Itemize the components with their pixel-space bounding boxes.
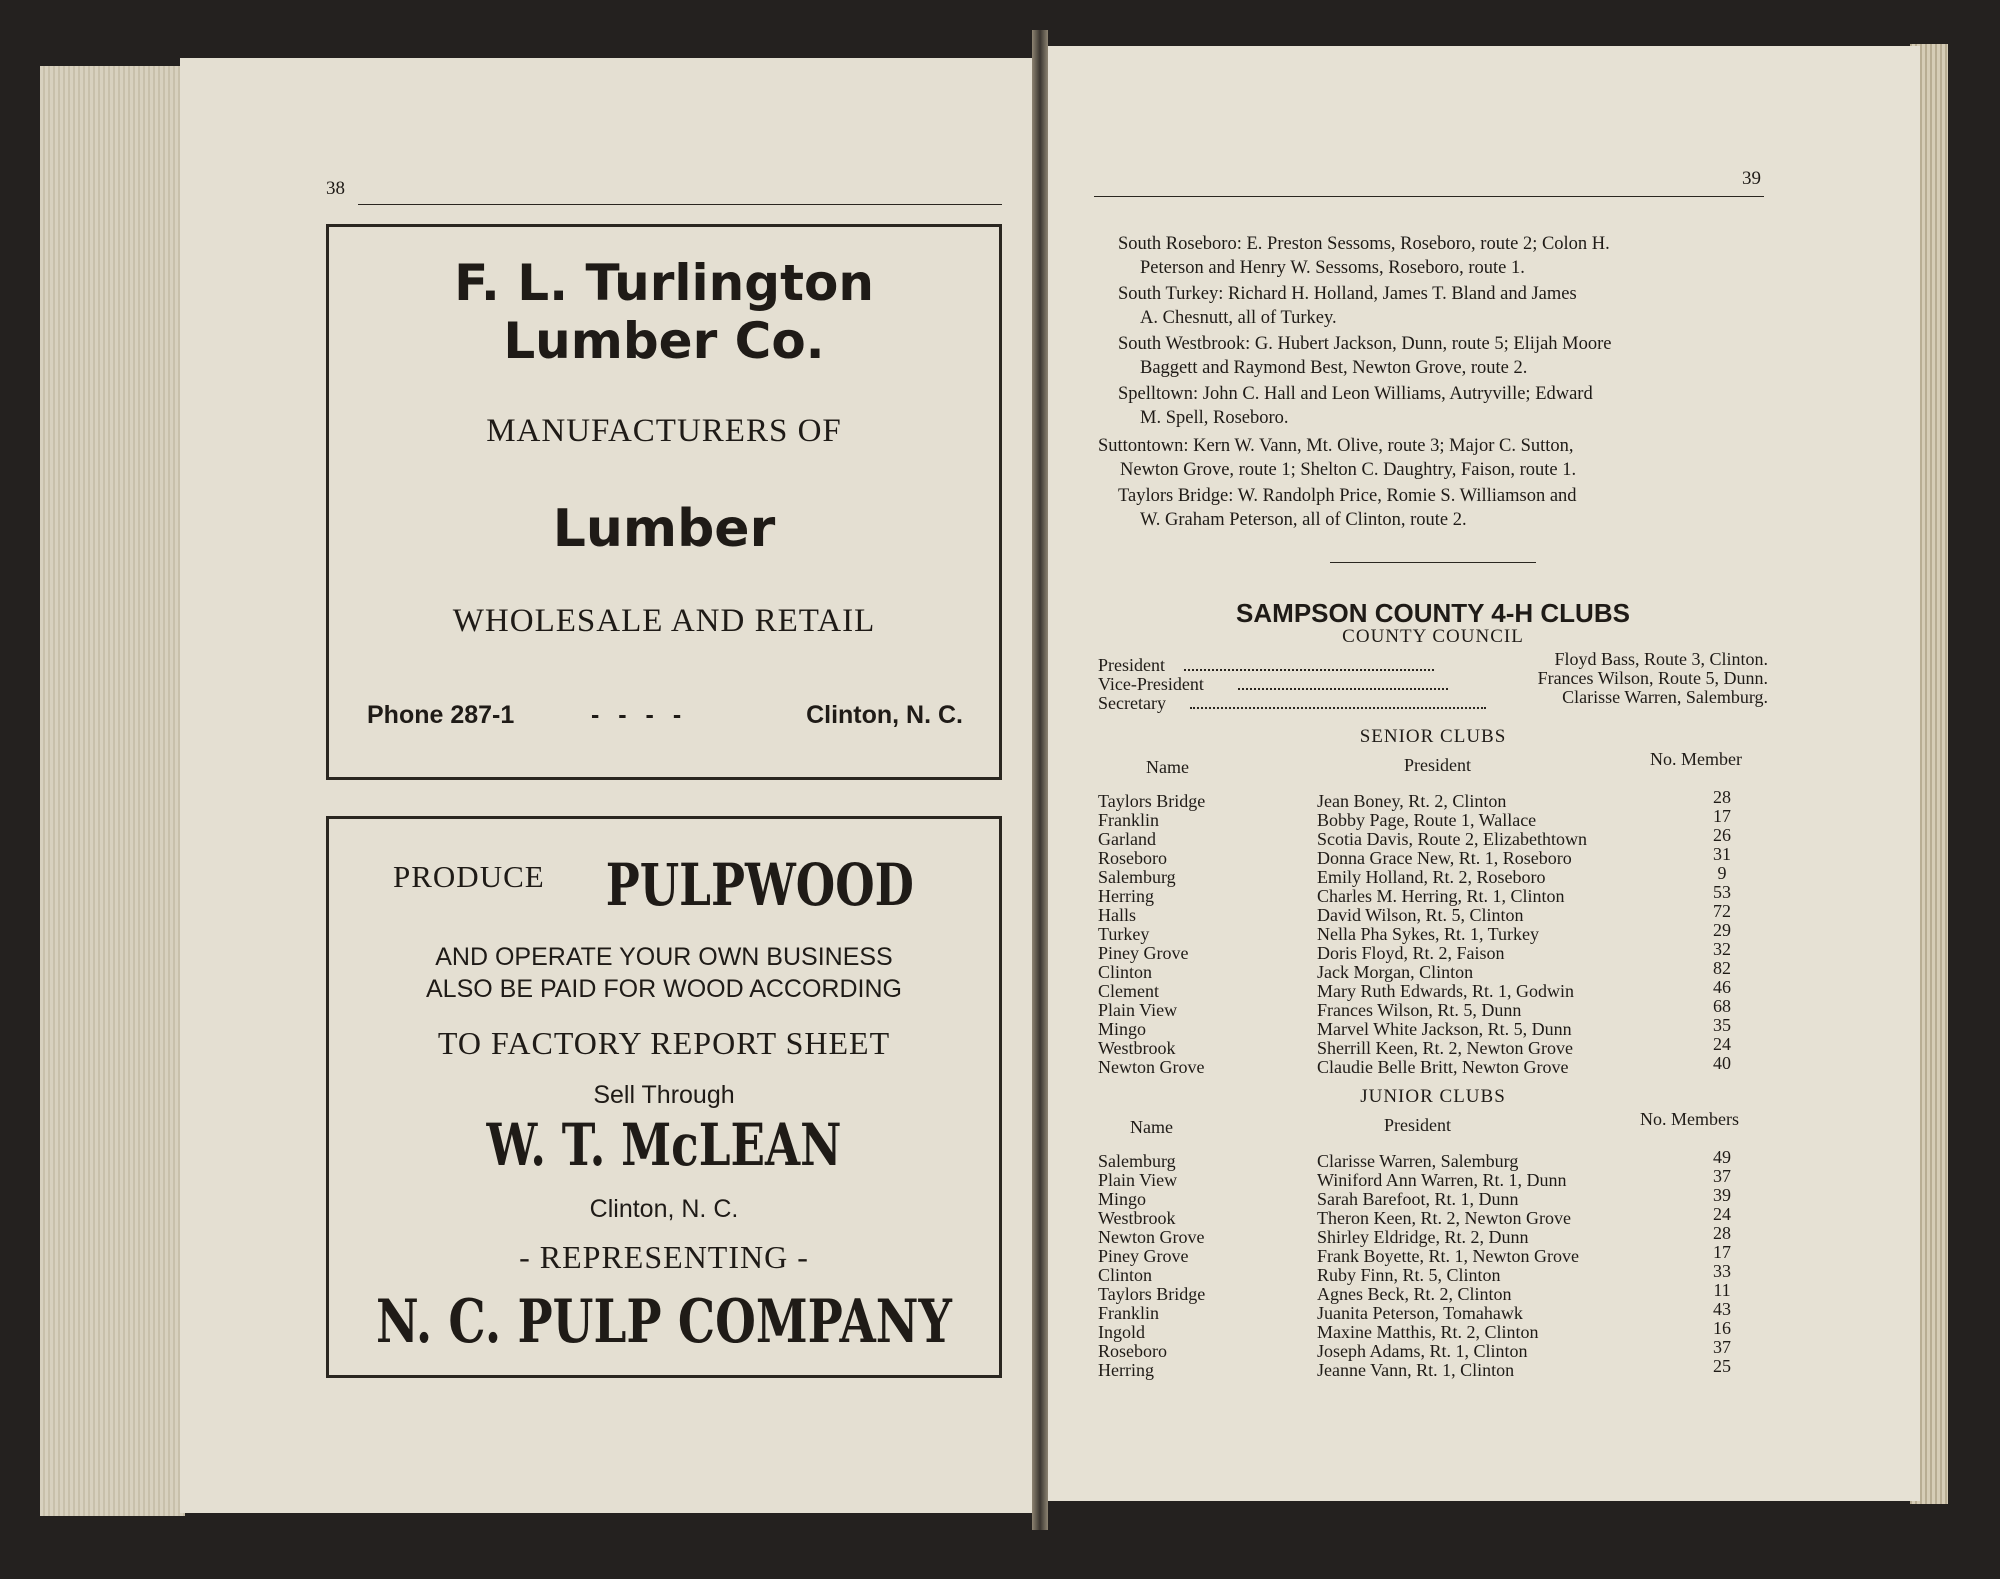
club-name: Ingold <box>1098 1322 1145 1342</box>
club-name: Franklin <box>1098 810 1159 830</box>
page-number: 38 <box>326 178 345 199</box>
club-president: Scotia Davis, Route 2, Elizabethtown <box>1317 829 1587 849</box>
club-name: Roseboro <box>1098 848 1167 868</box>
club-members: 24 <box>1713 1034 1731 1054</box>
club-members: 39 <box>1713 1185 1731 1205</box>
senior-clubs-table <box>1098 749 1778 1094</box>
club-name: Garland <box>1098 829 1156 849</box>
column-header-president: President <box>1404 755 1471 775</box>
council-member-name: Clarisse Warren, Salemburg. <box>1562 687 1768 707</box>
left-page <box>180 58 1035 1513</box>
left-page-edges <box>40 66 185 1516</box>
company-name-line1: F. L. Turlington <box>454 254 874 312</box>
club-president: Donna Grace New, Rt. 1, Roseboro <box>1317 848 1572 868</box>
council-title: COUNTY COUNCIL <box>1342 626 1524 647</box>
representing: - REPRESENTING - <box>519 1239 809 1275</box>
district-entry <box>1098 434 1766 482</box>
club-name: Mingo <box>1098 1019 1147 1039</box>
club-president: Emily Holland, Rt. 2, Roseboro <box>1317 867 1546 887</box>
club-members: 53 <box>1713 882 1731 902</box>
column-header-members: No. Members <box>1640 1109 1739 1129</box>
club-members: 11 <box>1713 1280 1731 1300</box>
club-president: Sarah Barefoot, Rt. 1, Dunn <box>1317 1189 1519 1209</box>
entry-continuation: Newton Grove, route 1; Shelton C. Daughtry, Faison, route 1. <box>1120 460 1577 480</box>
club-members: 35 <box>1713 1015 1731 1035</box>
council-office: President <box>1098 655 1165 675</box>
section-divider <box>1330 562 1536 563</box>
pulpwood-heading: PULPWOOD <box>605 851 914 919</box>
district-entry <box>1118 332 1766 380</box>
club-president: Frank Boyette, Rt. 1, Newton Grove <box>1317 1246 1579 1266</box>
pulpwood-ad <box>326 816 1002 1378</box>
club-name: Taylors Bridge <box>1098 1284 1206 1304</box>
club-president: Juanita Peterson, Tomahawk <box>1317 1303 1523 1323</box>
district-entry <box>1118 484 1766 532</box>
club-members: 43 <box>1713 1299 1731 1319</box>
club-president: Jeanne Vann, Rt. 1, Clinton <box>1317 1360 1515 1380</box>
column-header-name: Name <box>1146 757 1189 777</box>
club-president: Winiford Ann Warren, Rt. 1, Dunn <box>1317 1170 1567 1190</box>
district-entry <box>1118 232 1766 280</box>
city: Clinton, N. C. <box>806 701 963 729</box>
entry-first-line: South Roseboro: E. Preston Sessoms, Roseboro, route 2; Colon H. <box>1118 234 1610 254</box>
ad-tagline: MANUFACTURERS OF <box>486 413 842 449</box>
club-name: Roseboro <box>1098 1341 1167 1361</box>
club-name: Piney Grove <box>1098 943 1189 963</box>
club-members: 31 <box>1713 844 1731 864</box>
club-president: Clarisse Warren, Salemburg <box>1317 1151 1519 1171</box>
club-members: 82 <box>1713 958 1731 978</box>
club-members: 46 <box>1713 977 1731 997</box>
council-office: Vice-President <box>1098 674 1204 694</box>
phone-number: Phone 287-1 <box>367 701 515 729</box>
company-name-line2: Lumber Co. <box>503 312 825 370</box>
entry-first-line: South Turkey: Richard H. Holland, James T. Bland and James <box>1118 284 1577 304</box>
ad-line-2: ALSO BE PAID FOR WOOD ACCORDING <box>426 975 902 1003</box>
turlington-lumber-ad <box>326 224 1002 780</box>
product-name: Lumber <box>552 499 776 559</box>
club-name: Piney Grove <box>1098 1246 1189 1266</box>
club-name: Newton Grove <box>1098 1057 1205 1077</box>
entry-first-line: Suttontown: Kern W. Vann, Mt. Olive, route 3; Major C. Sutton, <box>1098 436 1574 456</box>
council-leader <box>1238 675 1448 694</box>
council-office: Secretary <box>1098 693 1166 713</box>
club-members: 49 <box>1713 1147 1731 1167</box>
book-gutter <box>1032 30 1048 1530</box>
trade-type: WHOLESALE AND RETAIL <box>452 603 876 639</box>
club-members: 24 <box>1713 1204 1731 1224</box>
section-title: SAMPSON COUNTY 4-H CLUBS <box>1236 598 1630 628</box>
club-name: Herring <box>1098 886 1154 906</box>
county-council-list <box>1098 649 1768 728</box>
club-members: 17 <box>1713 1242 1731 1262</box>
council-member-name: Floyd Bass, Route 3, Clinton. <box>1554 649 1768 669</box>
club-name: Franklin <box>1098 1303 1159 1323</box>
club-members: 72 <box>1713 901 1731 921</box>
club-president: Mary Ruth Edwards, Rt. 1, Godwin <box>1317 981 1574 1001</box>
entry-first-line: Spelltown: John C. Hall and Leon Williams, Autryville; Edward <box>1118 384 1593 404</box>
entry-continuation: Baggett and Raymond Best, Newton Grove, route 2. <box>1140 358 1528 378</box>
district-entry <box>1118 282 1766 330</box>
council-leader <box>1190 694 1486 713</box>
entry-continuation: M. Spell, Roseboro. <box>1140 408 1289 428</box>
club-members: 29 <box>1713 920 1731 940</box>
entry-first-line: Taylors Bridge: W. Randolph Price, Romie S. Williamson and <box>1118 486 1577 506</box>
header-rule <box>358 204 1002 205</box>
column-header-name: Name <box>1130 1117 1173 1137</box>
club-members: 33 <box>1713 1261 1731 1281</box>
club-president: Theron Keen, Rt. 2, Newton Grove <box>1317 1208 1571 1228</box>
club-members: 28 <box>1713 787 1731 807</box>
column-header-members: No. Member <box>1650 749 1742 769</box>
club-members: 25 <box>1713 1356 1731 1376</box>
club-name: Clement <box>1098 981 1159 1001</box>
club-name: Taylors Bridge <box>1098 791 1206 811</box>
council-leader <box>1184 656 1434 675</box>
club-members: 9 <box>1717 863 1727 883</box>
senior-clubs-title: SENIOR CLUBS <box>1359 726 1507 747</box>
club-members: 32 <box>1713 939 1731 959</box>
club-members: 17 <box>1713 806 1731 826</box>
club-name: Westbrook <box>1098 1038 1176 1058</box>
produce-label: PRODUCE <box>393 859 545 894</box>
entry-continuation: Peterson and Henry W. Sessoms, Roseboro, route 1. <box>1140 258 1525 278</box>
club-name: Westbrook <box>1098 1208 1176 1228</box>
junior-clubs-title: JUNIOR CLUBS <box>1360 1086 1506 1107</box>
page-number: 39 <box>1742 168 1761 189</box>
club-name: Herring <box>1098 1360 1154 1380</box>
club-president: Charles M. Herring, Rt. 1, Clinton <box>1317 886 1565 906</box>
club-president: David Wilson, Rt. 5, Clinton <box>1317 905 1524 925</box>
club-members: 26 <box>1713 825 1731 845</box>
sell-through: Sell Through <box>593 1081 735 1109</box>
entry-continuation: A. Chesnutt, all of Turkey. <box>1140 308 1337 328</box>
club-president: Agnes Beck, Rt. 2, Clinton <box>1317 1284 1512 1304</box>
club-name: Clinton <box>1098 962 1153 982</box>
club-president: Maxine Matthis, Rt. 2, Clinton <box>1317 1322 1539 1342</box>
club-name: Plain View <box>1098 1170 1178 1190</box>
agent-city: Clinton, N. C. <box>589 1195 739 1223</box>
pulp-company-name: N. C. PULP COMPANY <box>376 1287 952 1357</box>
club-president: Jean Boney, Rt. 2, Clinton <box>1317 791 1507 811</box>
club-president: Claudie Belle Britt, Newton Grove <box>1317 1057 1569 1077</box>
ad-line-3: TO FACTORY REPORT SHEET <box>437 1025 891 1061</box>
club-members: 37 <box>1713 1337 1731 1357</box>
club-name: Clinton <box>1098 1265 1153 1285</box>
club-president: Doris Floyd, Rt. 2, Faison <box>1317 943 1505 963</box>
agent-name: W. T. McLEAN <box>486 1111 842 1179</box>
club-president: Ruby Finn, Rt. 5, Clinton <box>1317 1265 1501 1285</box>
club-name: Salemburg <box>1098 1151 1176 1171</box>
club-president: Nella Pha Sykes, Rt. 1, Turkey <box>1317 924 1540 944</box>
club-members: 68 <box>1713 996 1731 1016</box>
club-members: 40 <box>1713 1053 1731 1073</box>
entry-continuation: W. Graham Peterson, all of Clinton, route 2. <box>1140 510 1467 530</box>
club-name: Turkey <box>1098 924 1150 944</box>
separator: - - - - <box>591 701 688 729</box>
club-president: Sherrill Keen, Rt. 2, Newton Grove <box>1317 1038 1573 1058</box>
club-president: Marvel White Jackson, Rt. 5, Dunn <box>1317 1019 1572 1039</box>
club-members: 16 <box>1713 1318 1731 1338</box>
club-members: 37 <box>1713 1166 1731 1186</box>
club-president: Jack Morgan, Clinton <box>1317 962 1474 982</box>
district-entry <box>1118 382 1766 430</box>
club-president: Shirley Eldridge, Rt. 2, Dunn <box>1317 1227 1529 1247</box>
club-name: Salemburg <box>1098 867 1176 887</box>
header-rule <box>1094 196 1764 197</box>
ad-line-1: AND OPERATE YOUR OWN BUSINESS <box>435 943 893 971</box>
club-president: Bobby Page, Route 1, Wallace <box>1317 810 1537 830</box>
junior-clubs-table <box>1098 1109 1778 1434</box>
club-president: Frances Wilson, Rt. 5, Dunn <box>1317 1000 1522 1020</box>
club-name: Halls <box>1098 905 1136 925</box>
column-header-president: President <box>1384 1115 1451 1135</box>
right-page <box>1040 46 1920 1501</box>
council-member-name: Frances Wilson, Route 5, Dunn. <box>1537 668 1768 688</box>
club-president: Joseph Adams, Rt. 1, Clinton <box>1317 1341 1528 1361</box>
club-name: Newton Grove <box>1098 1227 1205 1247</box>
entry-first-line: South Westbrook: G. Hubert Jackson, Dunn, route 5; Elijah Moore <box>1118 334 1612 354</box>
club-members: 28 <box>1713 1223 1731 1243</box>
club-name: Mingo <box>1098 1189 1147 1209</box>
club-name: Plain View <box>1098 1000 1178 1020</box>
